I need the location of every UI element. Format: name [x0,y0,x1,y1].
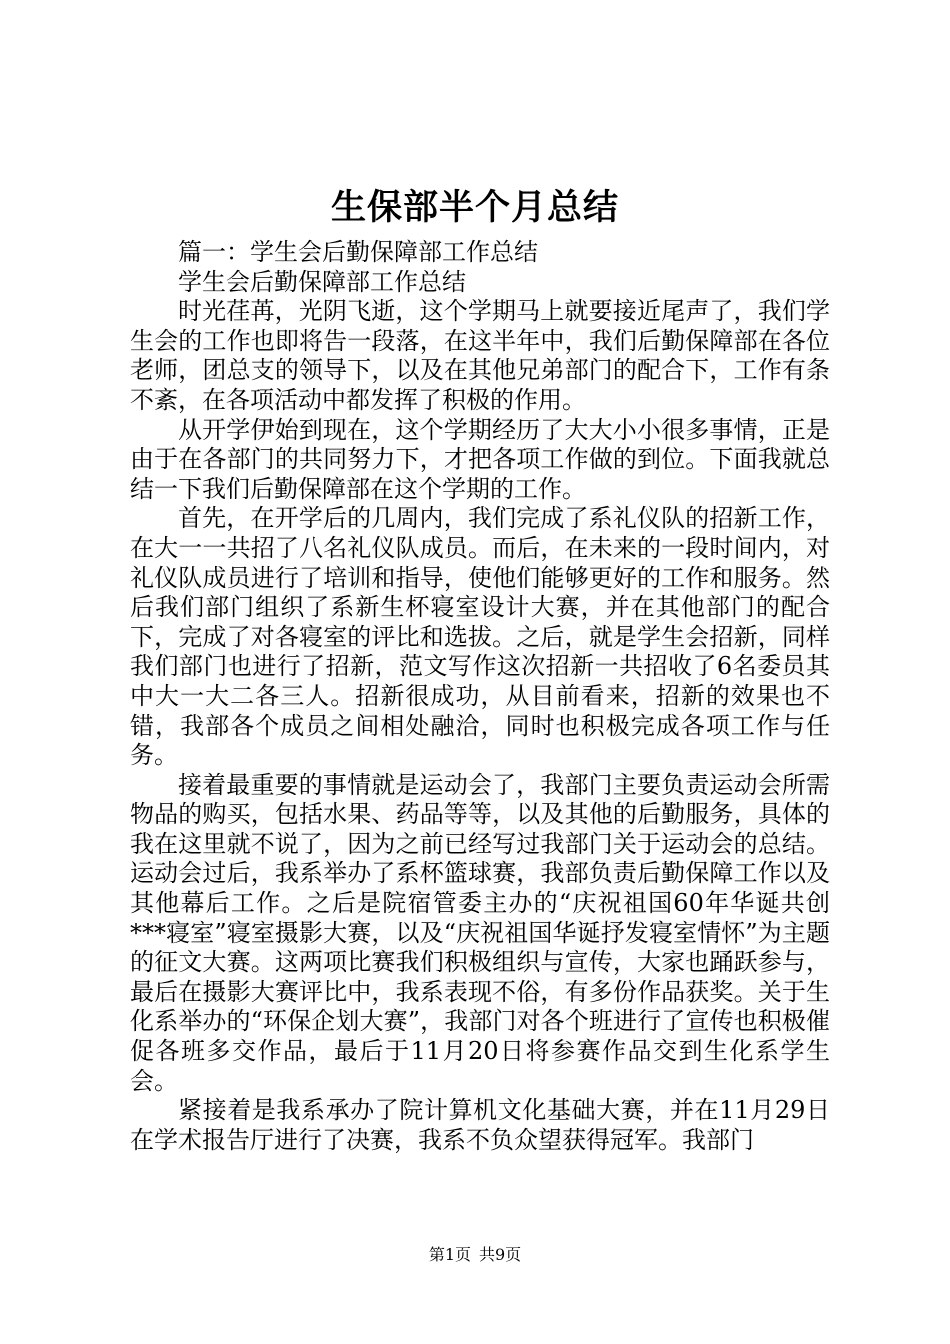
paragraph: 时光荏苒，光阴飞逝，这个学期马上就要接近尾声了，我们学生会的工作也即将告一段落，在这半年中，我们后勤保障部在各位老师，团总支的领导下，以及在其他兄弟部门的配合下，工作有条不紊，在各项活动中都发挥了积极的作用。 [130,297,830,414]
page-number: 第1页 [428,1245,471,1264]
page-total: 共9页 [479,1245,522,1264]
paragraph: 从开学伊始到现在，这个学期经历了大大小小很多事情，正是由于在各部门的共同努力下，才把各项工作做的到位。下面我就总结一下我们后勤保障部在这个学期的工作。 [130,415,830,503]
paragraph: 接着最重要的事情就是运动会了，我部门主要负责运动会所需物品的购买，包括水果、药品等等，以及其他的后勤服务，具体的我在这里就不说了，因为之前已经写过我部门关于运动会的总结。运动会过后，我系举办了系杯篮球赛，我部负责后勤保障工作以及其他幕后工作。之后是院宿管委主办的“庆祝祖国60年华诞共创***寝室”寝室摄影大赛，以及“庆祝祖国华诞抒发寝室情怀”为主题的征文大赛。这两项比赛我们积极组织与宣传，大家也踊跃参与，最后在摄影大赛评比中，我系表现不俗，有多份作品获奖。关于生化系举办的“环保企划大赛”，我部门对各个班进行了宣传也积极催促各班多交作品，最后于11月20日将参赛作品交到生化系学生会。 [130,770,830,1095]
paragraph-section-heading: 篇一：学生会后勤保障部工作总结 [178,238,538,266]
paragraph: 首先，在开学后的几周内，我们完成了系礼仪队的招新工作，在大一一共招了八名礼仪队成员。而后，在未来的一段时间内，对礼仪队成员进行了培训和指导，使他们能够更好的工作和服务。然后我们部门组织了系新生杯寝室设计大赛，并在其他部门的配合下，完成了对各寝室的评比和选拔。之后，就是学生会招新，同样我们部门也进行了招新，范文写作这次招新一共招收了6名委员其中大一大二各三人。招新很成功，从目前看来，招新的效果也不错，我部各个成员之间相处融洽，同时也积极完成各项工作与任务。 [130,504,830,770]
page-footer [0,1244,950,1266]
document-title: 生保部半个月总结 [330,187,619,228]
paragraph-subtitle: 学生会后勤保障部工作总结 [178,267,466,296]
paragraph: 紧接着是我系承办了院计算机文化基础大赛，并在11月29日在学术报告厅进行了决赛，我系不负众望获得冠军。我部门 [130,1096,830,1154]
document-body [130,238,830,1155]
